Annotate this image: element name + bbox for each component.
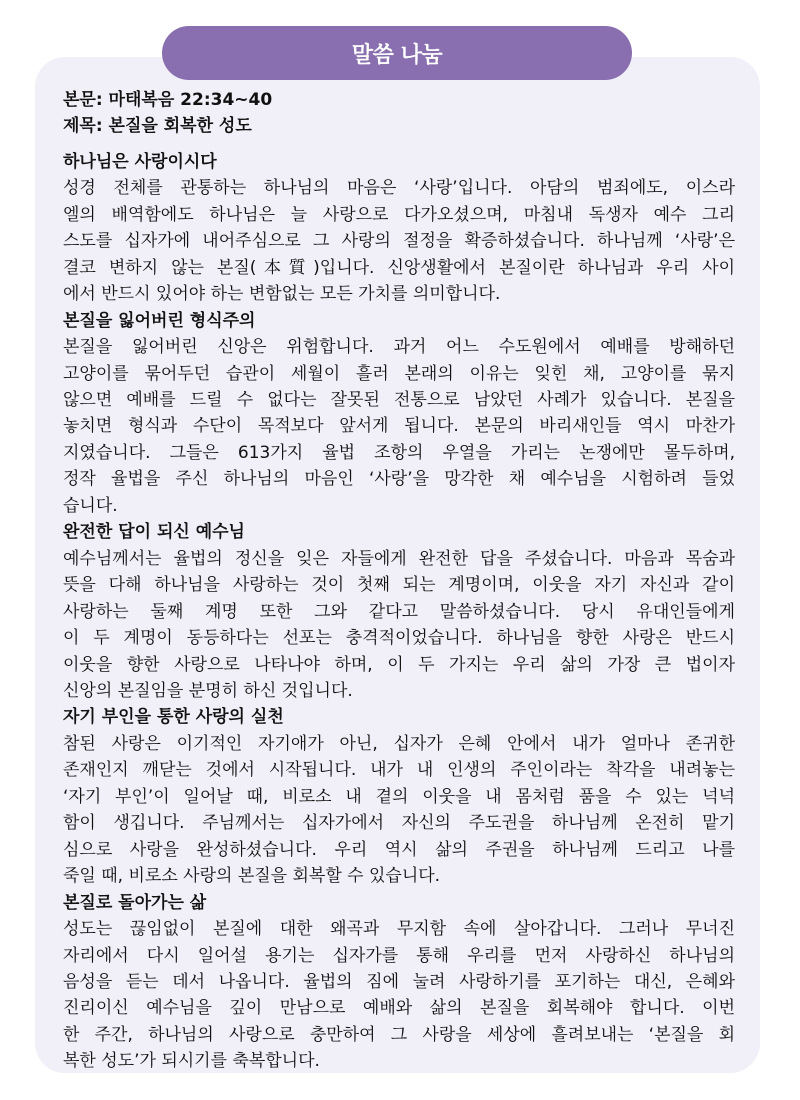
paragraph-line: 에서 반드시 있어야 하는 변함없는 모든 가치를 의미합니다. [63, 284, 501, 305]
section [63, 519, 735, 704]
section-heading: 본질을 잃어버린 형식주의 [63, 310, 256, 331]
section [63, 704, 735, 889]
section-heading: 자기 부인을 통한 사랑의 실천 [63, 707, 284, 728]
paragraph-line: 복한 성도’가 되시기를 축복합니다. [63, 1051, 320, 1072]
paragraph-line: 놓치면 형식과 수단이 목적보다 앞서게 됩니다. 본문의 바리새인들 역시 마찬가 [63, 416, 735, 437]
section [63, 149, 735, 308]
paragraph-line: 성경 전체를 관통하는 하나님의 마음은 ‘사랑’입니다. 아담의 범죄에도, 이스라 [63, 178, 735, 199]
paragraph-line: 지였습니다. 그들은 613가지 율법 조항의 우열을 가리는 논쟁에만 몰두하며, [63, 442, 735, 463]
paragraph-line: 뜻을 다해 하나님을 사랑하는 것이 첫째 되는 계명이며, 이웃을 자기 자신과 같이 [63, 575, 735, 596]
section [63, 890, 735, 1075]
page-title: 말씀 나눔 [351, 42, 443, 68]
section [63, 308, 735, 520]
paragraph-line: 사랑하는 둘째 계명 또한 그와 같다고 말씀하셨습니다. 당시 유대인들에게 [63, 601, 735, 622]
paragraph-line: 죽일 때, 비로소 사랑의 본질을 회복할 수 있습니다. [63, 866, 441, 887]
section-heading: 본질로 돌아가는 삶 [63, 892, 207, 913]
paragraph-line: 존재인지 깨닫는 것에서 시작됩니다. 내가 내 인생의 주인이라는 착각을 내려놓는 [63, 760, 735, 781]
paragraph-line: 예수님께서는 율법의 정신을 잊은 자들에게 완전한 답을 주셨습니다. 마음과 목숨과 [63, 548, 735, 569]
sections [63, 149, 735, 1075]
paragraph-line: 스도를 십자가에 내어주심으로 그 사랑의 절정을 확증하셨습니다. 하나님께 ‘사랑’은 [63, 231, 735, 252]
paragraph-line: 신앙의 본질임을 분명히 하신 것입니다. [63, 680, 353, 701]
paragraph-line: ‘자기 부인’이 일어날 때, 비로소 내 곁의 이웃을 내 몸처럼 품을 수 있는 넉넉 [63, 786, 735, 807]
sermon-content [63, 87, 735, 1075]
paragraph-line: 습니다. [63, 495, 118, 516]
paragraph-line: 이 두 계명이 동등하다는 선포는 충격적이었습니다. 하나님을 향한 사랑은 반드시 [63, 628, 735, 649]
paragraph-line: 음성을 듣는 데서 나옵니다. 율법의 짐에 눌려 사랑하기를 포기하는 대신, 은혜와 [63, 971, 735, 992]
paragraph-line: 심으로 사랑을 완성하셨습니다. 우리 역시 삶의 주권을 하나님께 드리고 나를 [63, 839, 735, 860]
paragraph-line: 진리이신 예수님을 깊이 만남으로 예배와 삶의 본질을 회복해야 합니다. 이번 [63, 998, 735, 1019]
scripture-reference: 본문: 마태복음 22:34~40 [63, 90, 273, 110]
paragraph-line: 엘의 배역함에도 하나님은 늘 사랑으로 다가오셨으며, 마침내 독생자 예수 그리 [63, 204, 735, 225]
paragraph-line: 본질을 잃어버린 신앙은 위험합니다. 과거 어느 수도원에서 예배를 방해하던 [63, 337, 735, 358]
paragraph-line: 정작 율법을 주신 하나님의 마음인 ‘사랑’을 망각한 채 예수님을 시험하려 들었 [63, 469, 735, 490]
paragraph-line: 이웃을 향한 사랑으로 나타나야 하며, 이 두 가지는 우리 삶의 가장 큰 법이자 [63, 654, 735, 675]
sermon-meta [63, 87, 735, 140]
sermon-subject: 제목: 본질을 회복한 성도 [63, 116, 252, 137]
section-heading: 하나님은 사랑이시다 [63, 151, 217, 172]
title-banner [162, 26, 632, 80]
section-heading: 완전한 답이 되신 예수님 [63, 522, 245, 543]
paragraph-line: 고양이를 묶어두던 습관이 세월이 흘러 본래의 이유는 잊힌 채, 고양이를 묶지 [63, 363, 735, 384]
paragraph-line: 자리에서 다시 일어설 용기는 십자가를 통해 우리를 먼저 사랑하신 하나님의 [63, 945, 735, 966]
paragraph-line: 참된 사랑은 이기적인 자기애가 아닌, 십자가 은혜 안에서 내가 얼마나 존귀한 [63, 733, 735, 754]
paragraph-line: 한 주간, 하나님의 사랑으로 충만하여 그 사랑을 세상에 흘려보내는 ‘본질을 회 [63, 1024, 735, 1045]
paragraph-line: 않으면 예배를 드릴 수 없다는 잘못된 전통으로 남았던 사례가 있습니다. 본질을 [63, 389, 735, 410]
paragraph-line: 성도는 끊임없이 본질에 대한 왜곡과 무지함 속에 살아갑니다. 그러나 무너진 [63, 919, 735, 940]
paragraph-line: 함이 생깁니다. 주님께서는 십자가에서 자신의 주도권을 하나님께 온전히 맡기 [63, 813, 735, 834]
paragraph-line: 결코 변하지 않는 본질(本質)입니다. 신앙생활에서 본질이란 하나님과 우리 사이 [63, 257, 735, 278]
